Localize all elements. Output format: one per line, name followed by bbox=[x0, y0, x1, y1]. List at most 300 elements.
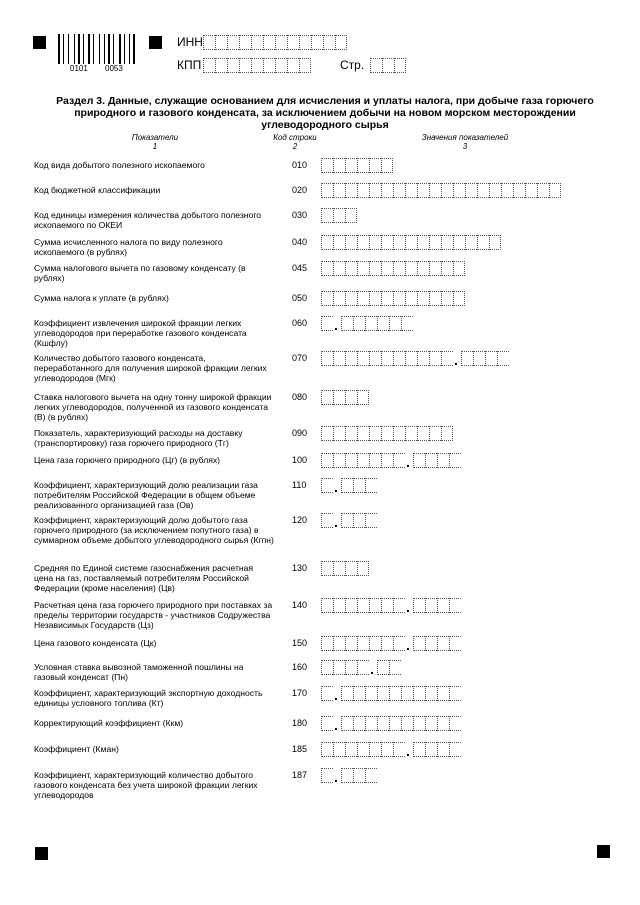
input-cell[interactable] bbox=[341, 316, 353, 331]
input-cell[interactable] bbox=[345, 291, 357, 306]
input-cell[interactable] bbox=[429, 351, 441, 366]
row-value-field[interactable] bbox=[321, 183, 561, 198]
input-cell[interactable] bbox=[417, 261, 429, 276]
input-cell[interactable] bbox=[353, 478, 365, 493]
input-cell[interactable] bbox=[333, 183, 345, 198]
input-cell[interactable] bbox=[425, 686, 437, 701]
row-value-field[interactable] bbox=[321, 208, 357, 223]
input-cell[interactable] bbox=[401, 316, 413, 331]
input-cell[interactable] bbox=[357, 158, 369, 173]
input-cell[interactable] bbox=[417, 351, 429, 366]
input-cell[interactable] bbox=[405, 426, 417, 441]
row-value-field[interactable] bbox=[321, 261, 465, 276]
input-cell[interactable] bbox=[437, 742, 449, 757]
input-cell[interactable] bbox=[357, 660, 369, 675]
barcode-bar bbox=[129, 34, 130, 64]
row-value-field[interactable] bbox=[321, 426, 453, 441]
input-cell[interactable] bbox=[413, 636, 425, 651]
input-cell[interactable] bbox=[405, 235, 417, 250]
input-cell[interactable] bbox=[461, 351, 473, 366]
input-cell[interactable] bbox=[321, 453, 333, 468]
input-cell[interactable] bbox=[287, 58, 299, 73]
row-label: Корректирующий коэффициент (Ккм) bbox=[34, 718, 184, 728]
input-cell[interactable] bbox=[341, 478, 353, 493]
input-cell[interactable] bbox=[321, 716, 333, 731]
input-cell[interactable] bbox=[377, 660, 389, 675]
row-code: 080 bbox=[292, 392, 308, 402]
row-code: 150 bbox=[292, 638, 308, 648]
input-cell[interactable] bbox=[377, 686, 389, 701]
input-cell[interactable] bbox=[381, 235, 393, 250]
input-cell[interactable] bbox=[370, 58, 382, 73]
input-cell[interactable] bbox=[369, 453, 381, 468]
input-cell[interactable] bbox=[365, 316, 377, 331]
input-cell[interactable] bbox=[377, 316, 389, 331]
input-cell[interactable] bbox=[477, 235, 489, 250]
row-value-field[interactable] bbox=[321, 158, 393, 173]
barcode-bar bbox=[91, 34, 92, 64]
decimal-point: . bbox=[334, 769, 338, 785]
input-cell[interactable] bbox=[357, 235, 369, 250]
input-cell[interactable] bbox=[321, 561, 333, 576]
input-cell[interactable] bbox=[441, 426, 453, 441]
column-header-indicators bbox=[100, 133, 210, 151]
input-cell[interactable] bbox=[333, 291, 345, 306]
input-cell[interactable] bbox=[321, 261, 333, 276]
row-value-field[interactable] bbox=[321, 513, 377, 528]
input-cell[interactable] bbox=[345, 208, 357, 223]
input-cell[interactable] bbox=[333, 636, 345, 651]
decimal-point: . bbox=[406, 599, 410, 615]
input-cell[interactable] bbox=[465, 235, 477, 250]
input-cell[interactable] bbox=[311, 35, 323, 50]
input-cell[interactable] bbox=[203, 58, 215, 73]
input-cell[interactable] bbox=[357, 426, 369, 441]
corner-marker-top-center bbox=[149, 36, 162, 49]
input-cell[interactable] bbox=[357, 742, 369, 757]
input-cell[interactable] bbox=[381, 158, 393, 173]
input-cell[interactable] bbox=[453, 261, 465, 276]
input-cell[interactable] bbox=[437, 686, 449, 701]
input-cell[interactable] bbox=[345, 742, 357, 757]
input-cell[interactable] bbox=[497, 351, 509, 366]
input-cell[interactable] bbox=[369, 742, 381, 757]
input-cell[interactable] bbox=[525, 183, 537, 198]
column-header-indicators-number: 1 bbox=[152, 142, 158, 151]
input-cell[interactable] bbox=[413, 453, 425, 468]
input-cell[interactable] bbox=[227, 35, 239, 50]
input-cell[interactable] bbox=[413, 598, 425, 613]
input-cell[interactable] bbox=[215, 35, 227, 50]
row-code: 120 bbox=[292, 515, 308, 525]
column-header-values-number: 3 bbox=[462, 142, 468, 151]
input-cell[interactable] bbox=[333, 561, 345, 576]
input-cell[interactable] bbox=[323, 35, 335, 50]
row-label: Количество добытого газового конденсата, переработанного для получения широкой фракции легких углеводородов (Мгк) bbox=[34, 353, 267, 383]
input-cell[interactable] bbox=[413, 716, 425, 731]
barcode bbox=[58, 34, 140, 64]
barcode-bar bbox=[93, 34, 94, 64]
input-cell[interactable] bbox=[215, 58, 227, 73]
input-cell[interactable] bbox=[381, 636, 393, 651]
barcode-bar bbox=[68, 34, 69, 64]
input-cell[interactable] bbox=[437, 453, 449, 468]
input-cell[interactable] bbox=[489, 235, 501, 250]
input-cell[interactable] bbox=[489, 183, 501, 198]
corner-marker-bottom-right bbox=[597, 845, 610, 858]
input-cell[interactable] bbox=[393, 426, 405, 441]
input-cell[interactable] bbox=[393, 636, 405, 651]
input-cell[interactable] bbox=[393, 598, 405, 613]
barcode-bar bbox=[119, 34, 121, 64]
row-value-field[interactable] bbox=[321, 235, 501, 250]
input-cell[interactable] bbox=[389, 316, 401, 331]
input-cell[interactable] bbox=[449, 686, 461, 701]
input-cell[interactable] bbox=[441, 291, 453, 306]
input-cell[interactable] bbox=[417, 235, 429, 250]
row-label: Код бюджетной классификации bbox=[34, 185, 161, 195]
input-cell[interactable] bbox=[513, 183, 525, 198]
row-code: 090 bbox=[292, 428, 308, 438]
input-cell[interactable] bbox=[365, 513, 377, 528]
input-cell[interactable] bbox=[275, 58, 287, 73]
input-cell[interactable] bbox=[345, 261, 357, 276]
input-cell[interactable] bbox=[365, 478, 377, 493]
input-cell[interactable] bbox=[345, 598, 357, 613]
column-header-code-number: 2 bbox=[292, 142, 298, 151]
input-cell[interactable] bbox=[321, 390, 333, 405]
input-cell[interactable] bbox=[345, 636, 357, 651]
input-cell[interactable] bbox=[437, 598, 449, 613]
input-cell[interactable] bbox=[357, 598, 369, 613]
decimal-point: . bbox=[334, 317, 338, 333]
input-cell[interactable] bbox=[353, 316, 365, 331]
barcode-bar bbox=[111, 34, 112, 64]
input-cell[interactable] bbox=[369, 351, 381, 366]
input-cell[interactable] bbox=[441, 351, 453, 366]
input-cell[interactable] bbox=[299, 58, 311, 73]
input-cell[interactable] bbox=[333, 261, 345, 276]
input-cell[interactable] bbox=[321, 636, 333, 651]
barcode-bar bbox=[58, 34, 60, 64]
input-cell[interactable] bbox=[321, 426, 333, 441]
input-cell[interactable] bbox=[275, 35, 287, 50]
row-code: 185 bbox=[292, 744, 308, 754]
input-cell[interactable] bbox=[321, 768, 333, 783]
row-value-field[interactable] bbox=[321, 768, 377, 783]
input-cell[interactable] bbox=[341, 686, 353, 701]
row-value-field[interactable] bbox=[321, 453, 461, 468]
input-cell[interactable] bbox=[321, 316, 333, 331]
input-cell[interactable] bbox=[345, 235, 357, 250]
input-cell[interactable] bbox=[333, 390, 345, 405]
input-cell[interactable] bbox=[417, 426, 429, 441]
input-cell[interactable] bbox=[357, 390, 369, 405]
input-cell[interactable] bbox=[251, 35, 263, 50]
input-cell[interactable] bbox=[381, 351, 393, 366]
row-code: 130 bbox=[292, 563, 308, 573]
input-cell[interactable] bbox=[381, 426, 393, 441]
input-cell[interactable] bbox=[321, 598, 333, 613]
barcode-bar bbox=[108, 34, 110, 64]
input-cell[interactable] bbox=[239, 35, 251, 50]
input-cell[interactable] bbox=[393, 351, 405, 366]
input-cell[interactable] bbox=[381, 453, 393, 468]
row-value-field[interactable] bbox=[321, 291, 465, 306]
input-cell[interactable] bbox=[429, 426, 441, 441]
input-cell[interactable] bbox=[357, 261, 369, 276]
input-cell[interactable] bbox=[321, 208, 333, 223]
input-cell[interactable] bbox=[405, 291, 417, 306]
input-cell[interactable] bbox=[335, 35, 347, 50]
input-cell[interactable] bbox=[381, 291, 393, 306]
input-cell[interactable] bbox=[549, 183, 561, 198]
input-cell[interactable] bbox=[425, 453, 437, 468]
input-cell[interactable] bbox=[333, 660, 345, 675]
section-title: Раздел 3. Данные, служащие основанием для исчисления и уплаты налога, при добыче газа горючего природного и газового конденсата, за исключением добычи на новом морском месторождении углеводородного сырья bbox=[56, 95, 594, 131]
input-cell[interactable] bbox=[203, 35, 215, 50]
input-cell[interactable] bbox=[401, 686, 413, 701]
input-cell[interactable] bbox=[389, 660, 401, 675]
row-code: 070 bbox=[292, 353, 308, 363]
input-cell[interactable] bbox=[441, 235, 453, 250]
row-value-field[interactable] bbox=[321, 390, 369, 405]
input-cell[interactable] bbox=[345, 453, 357, 468]
input-cell[interactable] bbox=[477, 183, 489, 198]
row-value-field[interactable] bbox=[321, 636, 461, 651]
input-cell[interactable] bbox=[393, 261, 405, 276]
row-code: 100 bbox=[292, 455, 308, 465]
input-cell[interactable] bbox=[417, 291, 429, 306]
row-value-field[interactable] bbox=[321, 316, 413, 331]
inn-field[interactable] bbox=[203, 35, 347, 50]
input-cell[interactable] bbox=[333, 453, 345, 468]
corner-marker-bottom-left bbox=[35, 847, 48, 860]
input-cell[interactable] bbox=[425, 716, 437, 731]
input-cell[interactable] bbox=[429, 291, 441, 306]
input-cell[interactable] bbox=[425, 742, 437, 757]
input-cell[interactable] bbox=[381, 183, 393, 198]
input-cell[interactable] bbox=[321, 478, 333, 493]
input-cell[interactable] bbox=[449, 636, 461, 651]
page-label: Стр. bbox=[340, 58, 365, 72]
input-cell[interactable] bbox=[405, 351, 417, 366]
input-cell[interactable] bbox=[537, 183, 549, 198]
row-label: Коэффициент извлечения широкой фракции легких углеводородов при переработке газового конденсата (Кшфлу) bbox=[34, 318, 247, 348]
input-cell[interactable] bbox=[382, 58, 394, 73]
input-cell[interactable] bbox=[413, 686, 425, 701]
input-cell[interactable] bbox=[485, 351, 497, 366]
input-cell[interactable] bbox=[405, 183, 417, 198]
input-cell[interactable] bbox=[287, 35, 299, 50]
input-cell[interactable] bbox=[453, 291, 465, 306]
input-cell[interactable] bbox=[333, 426, 345, 441]
row-label: Сумма исчисленного налога по виду полезного ископаемого (в рублях) bbox=[34, 237, 223, 257]
row-value-field[interactable] bbox=[321, 716, 461, 731]
input-cell[interactable] bbox=[345, 158, 357, 173]
input-cell[interactable] bbox=[353, 716, 365, 731]
input-cell[interactable] bbox=[341, 513, 353, 528]
input-cell[interactable] bbox=[333, 351, 345, 366]
row-value-field[interactable] bbox=[321, 351, 509, 366]
input-cell[interactable] bbox=[321, 158, 333, 173]
input-cell[interactable] bbox=[357, 453, 369, 468]
input-cell[interactable] bbox=[333, 208, 345, 223]
input-cell[interactable] bbox=[369, 183, 381, 198]
row-label: Код вида добытого полезного ископаемого bbox=[34, 160, 205, 170]
barcode-bar bbox=[65, 34, 67, 64]
input-cell[interactable] bbox=[394, 58, 406, 73]
input-cell[interactable] bbox=[369, 291, 381, 306]
input-cell[interactable] bbox=[425, 598, 437, 613]
input-cell[interactable] bbox=[381, 598, 393, 613]
input-cell[interactable] bbox=[263, 35, 275, 50]
input-cell[interactable] bbox=[393, 235, 405, 250]
barcode-bar bbox=[63, 34, 64, 64]
row-value-field[interactable] bbox=[321, 598, 461, 613]
barcode-bar bbox=[126, 34, 128, 64]
barcode-bar bbox=[74, 34, 75, 64]
input-cell[interactable] bbox=[345, 561, 357, 576]
row-value-field[interactable] bbox=[321, 742, 461, 757]
input-cell[interactable] bbox=[369, 235, 381, 250]
input-cell[interactable] bbox=[341, 768, 353, 783]
input-cell[interactable] bbox=[333, 742, 345, 757]
column-header-values bbox=[410, 133, 520, 151]
input-cell[interactable] bbox=[321, 742, 333, 757]
row-label: Коэффициент, характеризующий долю добытого газа горючего природного (за исключением попутного газа) в суммарном объеме добытого углеводородного сырья (Кгпн) bbox=[34, 515, 274, 545]
input-cell[interactable] bbox=[251, 58, 263, 73]
input-cell[interactable] bbox=[381, 261, 393, 276]
input-cell[interactable] bbox=[321, 660, 333, 675]
input-cell[interactable] bbox=[369, 426, 381, 441]
input-cell[interactable] bbox=[437, 636, 449, 651]
input-cell[interactable] bbox=[345, 351, 357, 366]
input-cell[interactable] bbox=[365, 768, 377, 783]
row-value-field[interactable] bbox=[321, 686, 461, 701]
input-cell[interactable] bbox=[389, 716, 401, 731]
input-cell[interactable] bbox=[357, 351, 369, 366]
row-label: Средняя по Единой системе газоснабжения расчетная цена на газ, поставляемый потребителям Российской Федерации (кроме населения) (Цв) bbox=[34, 563, 254, 593]
decimal-point: . bbox=[406, 637, 410, 653]
barcode-bar bbox=[99, 34, 100, 64]
input-cell[interactable] bbox=[345, 390, 357, 405]
input-cell[interactable] bbox=[389, 686, 401, 701]
row-label: Цена газового конденсата (Цк) bbox=[34, 638, 157, 648]
input-cell[interactable] bbox=[377, 716, 389, 731]
input-cell[interactable] bbox=[473, 351, 485, 366]
input-cell[interactable] bbox=[449, 598, 461, 613]
input-cell[interactable] bbox=[321, 351, 333, 366]
input-cell[interactable] bbox=[465, 183, 477, 198]
barcode-bar bbox=[106, 34, 107, 64]
input-cell[interactable] bbox=[227, 58, 239, 73]
input-cell[interactable] bbox=[353, 686, 365, 701]
input-cell[interactable] bbox=[425, 636, 437, 651]
input-cell[interactable] bbox=[333, 598, 345, 613]
input-cell[interactable] bbox=[369, 158, 381, 173]
input-cell[interactable] bbox=[369, 598, 381, 613]
input-cell[interactable] bbox=[449, 716, 461, 731]
input-cell[interactable] bbox=[321, 291, 333, 306]
input-cell[interactable] bbox=[453, 183, 465, 198]
input-cell[interactable] bbox=[353, 768, 365, 783]
input-cell[interactable] bbox=[321, 513, 333, 528]
row-label: Коэффициент (Кман) bbox=[34, 744, 119, 754]
input-cell[interactable] bbox=[429, 183, 441, 198]
input-cell[interactable] bbox=[345, 183, 357, 198]
input-cell[interactable] bbox=[357, 183, 369, 198]
input-cell[interactable] bbox=[365, 686, 377, 701]
input-cell[interactable] bbox=[345, 426, 357, 441]
decimal-point: . bbox=[454, 352, 458, 368]
page-number-field[interactable] bbox=[370, 58, 406, 73]
input-cell[interactable] bbox=[417, 183, 429, 198]
input-cell[interactable] bbox=[321, 235, 333, 250]
row-code: 140 bbox=[292, 600, 308, 610]
input-cell[interactable] bbox=[333, 235, 345, 250]
input-cell[interactable] bbox=[341, 716, 353, 731]
input-cell[interactable] bbox=[453, 235, 465, 250]
row-code: 040 bbox=[292, 237, 308, 247]
input-cell[interactable] bbox=[449, 453, 461, 468]
input-cell[interactable] bbox=[401, 716, 413, 731]
row-code: 045 bbox=[292, 263, 308, 273]
kpp-field[interactable] bbox=[203, 58, 311, 73]
input-cell[interactable] bbox=[393, 453, 405, 468]
input-cell[interactable] bbox=[357, 561, 369, 576]
row-value-field[interactable] bbox=[321, 561, 369, 576]
input-cell[interactable] bbox=[437, 716, 449, 731]
input-cell[interactable] bbox=[393, 183, 405, 198]
input-cell[interactable] bbox=[429, 261, 441, 276]
input-cell[interactable] bbox=[449, 742, 461, 757]
input-cell[interactable] bbox=[239, 58, 251, 73]
input-cell[interactable] bbox=[393, 742, 405, 757]
input-cell[interactable] bbox=[333, 158, 345, 173]
barcode-bar bbox=[133, 34, 135, 64]
input-cell[interactable] bbox=[405, 261, 417, 276]
input-cell[interactable] bbox=[365, 716, 377, 731]
input-cell[interactable] bbox=[321, 686, 333, 701]
row-value-field[interactable] bbox=[321, 478, 377, 493]
input-cell[interactable] bbox=[299, 35, 311, 50]
input-cell[interactable] bbox=[393, 291, 405, 306]
kpp-label: КПП bbox=[177, 58, 202, 72]
input-cell[interactable] bbox=[263, 58, 275, 73]
input-cell[interactable] bbox=[369, 636, 381, 651]
input-cell[interactable] bbox=[501, 183, 513, 198]
input-cell[interactable] bbox=[345, 660, 357, 675]
input-cell[interactable] bbox=[369, 261, 381, 276]
input-cell[interactable] bbox=[429, 235, 441, 250]
row-label: Код единицы измерения количества добытого полезного ископаемого по ОКЕИ bbox=[34, 210, 262, 230]
barcode-bar bbox=[81, 34, 82, 64]
input-cell[interactable] bbox=[381, 742, 393, 757]
barcode-bar bbox=[61, 34, 62, 64]
row-code: 160 bbox=[292, 662, 308, 672]
input-cell[interactable] bbox=[357, 291, 369, 306]
row-label: Условная ставка вывозной таможенной пошлины на газовый конденсат (Пн) bbox=[34, 662, 244, 682]
row-value-field[interactable] bbox=[321, 660, 401, 675]
input-cell[interactable] bbox=[353, 513, 365, 528]
input-cell[interactable] bbox=[441, 183, 453, 198]
input-cell[interactable] bbox=[321, 183, 333, 198]
barcode-bar bbox=[113, 34, 114, 64]
input-cell[interactable] bbox=[413, 742, 425, 757]
input-cell[interactable] bbox=[357, 636, 369, 651]
input-cell[interactable] bbox=[441, 261, 453, 276]
